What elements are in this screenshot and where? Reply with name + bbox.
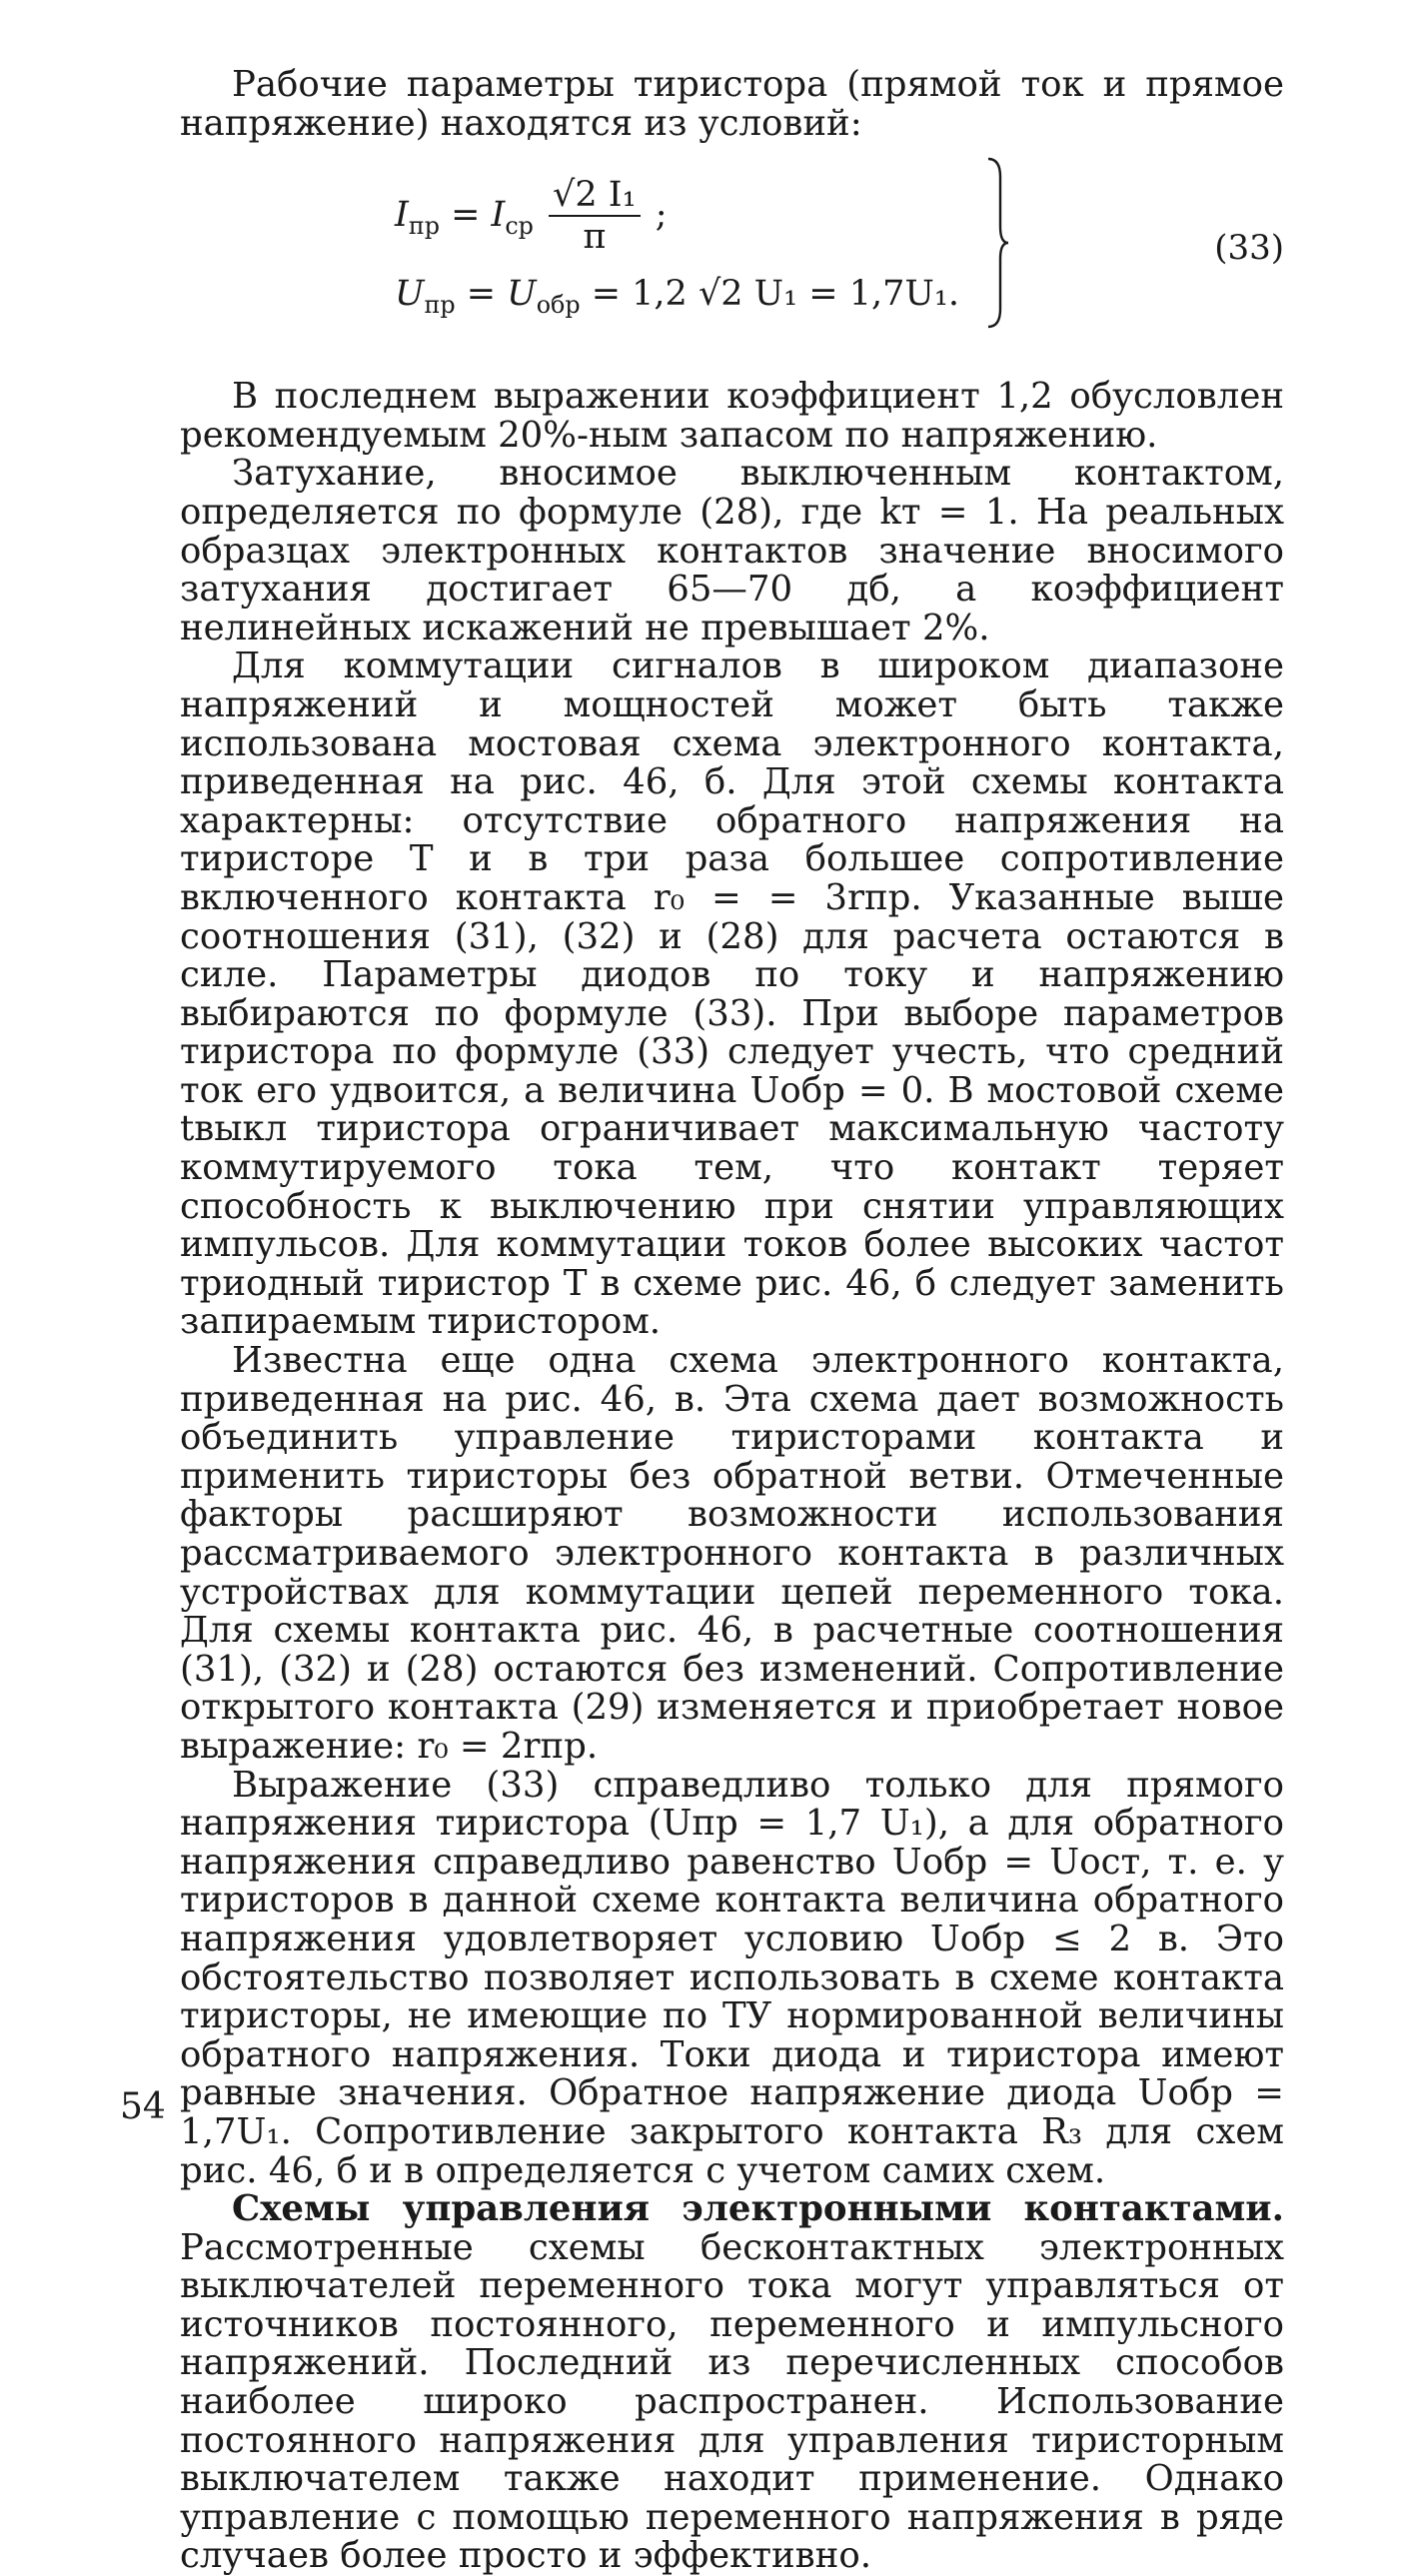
formula-line-current: $I_{пр} = I_{ср}$ $\frac{\text{√2 I₁}}{\pi}$ ; — [395, 175, 668, 258]
equation-number: (33) — [1214, 228, 1284, 269]
fraction: $\frac{\text{√2 I₁}}{\pi}$ — [549, 175, 641, 258]
paragraph-another-scheme: Известна еще одна схема электронного контакта, приведенная на рис. 46, в. Эта схема дает возможность объединить управление тиристорами контакта и применить тиристоры без обратной ветви. Отмеченные факторы расширяют возможности использования рассматриваемого электронного контакта в различных устройствах для коммутации цепей переменного тока. Для схемы контакта рис. 46, в расчетные соотношения (31), (32) и (28) остаются без изменений. Сопротивление открытого контакта (29) изменяется и приобретает новое выражение: r₀ = 2rпр. — [180, 1340, 1284, 1767]
paragraph-coefficient: В последнем выражении коэффициент 1,2 обусловлен рекомендуемым 20%-ным запасом по напряжению. — [180, 376, 1284, 456]
paragraph-bridge-scheme: Для коммутации сигналов в широком диапазоне напряжений и мощностей может быть также использована мостовая схема электронного контакта, приведенная на рис. 46, б. Для этой схемы контакта характерны: отсутствие обратного напряжения на тиристоре T и в три раза большее сопротивление включенного контакта r₀ = = 3rпр. Указанные выше соотношения (31), (32) и (28) для расчета остаются в силе. Параметры диодов по току и напряжению выбираются по формуле (33). При выборе параметров тиристора по формуле (33) следует учесть, что средний ток его удвоится, а величина Uобр = 0. В мостовой схеме tвыкл тиристора ограничивает максимальную частоту коммутируемого тока тем, что контакт теряет способность к выключению при снятии управляющих импульсов. Для коммутации токов более высоких частот триодный тиристор T в схеме рис. 46, б следует заменить запираемым тиристором. — [180, 645, 1284, 1343]
text-block — [180, 66, 1284, 2576]
section-heading: Схемы управления электронными контактами. — [232, 2188, 1284, 2230]
paragraph-control-schemes — [180, 2190, 1284, 2576]
paragraph-expression-33: Выражение (33) справедливо только для прямого напряжения тиристора (Uпр = 1,7 U₁), а для обратного напряжения справедливо равенство Uобр = Uост, т. е. у тиристоров в данной схеме контакта величина обратного напряжения удовлетворяет условию Uобр ≤ 2 в. Это обстоятельство позволяет использовать в схеме контакта тиристоры, не имеющие по ТУ нормированной величины обратного напряжения. Токи диода и тиристора имеют равные значения. Обратное напряжение диода Uобр = 1,7U₁. Сопротивление закрытого контакта R₃ для схем рис. 46, б и в определяется с учетом самих схем. — [180, 1764, 1284, 2191]
intro-paragraph: Рабочие параметры тиристора (прямой ток и прямое напряжение) находятся из условий: — [180, 64, 1284, 144]
formula-line-voltage: $U_{пр} = U_{обр} = 1,2$ √2 U₁ = 1,7U₁. — [395, 274, 960, 320]
paragraph-attenuation: Затухание, вносимое выключенным контактом, определяется по формуле (28), где kт = 1. На реальных образцах электронных контактов значение вносимого затухания достигает 65—70 дб, а коэффициент нелинейных искажений не превышает 2%. — [180, 453, 1284, 648]
formula-33 — [180, 147, 1284, 372]
section-text: Рассмотренные схемы бесконтактных электронных выключателей переменного тока могут управляться от источников постоянного, переменного и импульсного напряжений. Последний из перечисленных способов наиболее широко распространен. Использование постоянного напряжения для управления тиристорным выключателем также находит применение. Однако управление с помощью переменного напряжения в ряде случаев более просто и эффективно. — [180, 2226, 1284, 2576]
right-brace — [984, 157, 1010, 329]
page-number: 54 — [120, 2086, 166, 2127]
